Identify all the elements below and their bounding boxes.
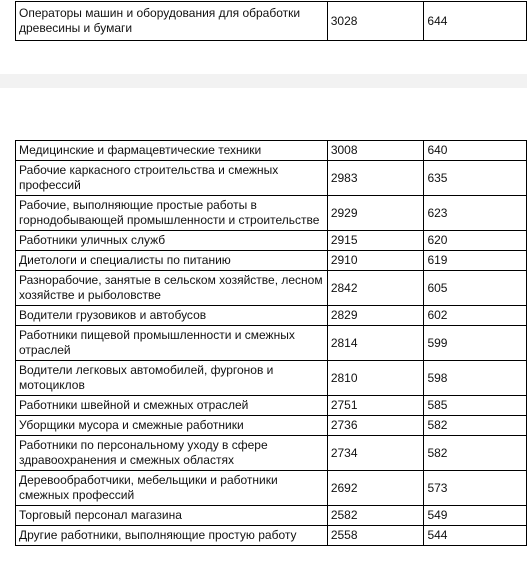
value-cell-1: 2915 [327,231,424,251]
table-row [16,251,527,271]
value-cell-1: 2734 [327,436,424,471]
value-cell-2: 619 [424,251,527,271]
table-row [16,196,527,231]
value-cell-2: 620 [424,231,527,251]
occupation-cell: Диетологи и специалисты по питанию [16,251,328,271]
page-sheet-top [0,0,527,74]
value-cell-1: 2810 [327,361,424,396]
value-cell-2: 602 [424,306,527,326]
value-cell-1: 2983 [327,161,424,196]
value-cell-1: 3008 [327,141,424,161]
value-cell-2: 573 [424,471,527,506]
value-cell-2: 623 [424,196,527,231]
table-row [16,271,527,306]
table-row [16,526,527,546]
value-cell-1: 2910 [327,251,424,271]
table-row [16,436,527,471]
occupation-cell: Рабочие каркасного строительства и смежных профессий [16,161,328,196]
occupation-cell: Медицинские и фармацевтические техники [16,141,328,161]
table-row [16,471,527,506]
occupation-cell: Торговый персонал магазина [16,506,328,526]
occupation-cell: Рабочие, выполняющие простые работы в горнодобывающей промышленности и строительстве [16,196,328,231]
value-cell-1: 2736 [327,416,424,436]
value-cell-1: 2829 [327,306,424,326]
table-row [16,2,527,41]
value-cell-2: 582 [424,416,527,436]
occupation-cell: Уборщики мусора и смежные работники [16,416,328,436]
value-cell-2: 640 [424,141,527,161]
table-row [16,416,527,436]
value-cell-1: 2692 [327,471,424,506]
value-cell-2: 644 [424,2,527,41]
occupation-cell: Операторы машин и оборудования для обработки древесины и бумаги [16,2,328,41]
value-cell-1: 2558 [327,526,424,546]
occupation-cell: Другие работники, выполняющие простую работу [16,526,328,546]
table-row [16,231,527,251]
value-cell-1: 3028 [327,2,424,41]
table-row [16,506,527,526]
value-cell-2: 635 [424,161,527,196]
value-cell-2: 585 [424,396,527,416]
value-cell-1: 2929 [327,196,424,231]
occupation-cell: Водители грузовиков и автобусов [16,306,328,326]
value-cell-1: 2582 [327,506,424,526]
table-row [16,306,527,326]
occupation-cell: Работники уличных служб [16,231,328,251]
occupation-cell: Деревообработчики, мебельщики и работники смежных профессий [16,471,328,506]
value-cell-2: 598 [424,361,527,396]
occupation-cell: Разнорабочие, занятые в сельском хозяйстве, лесном хозяйстве и рыболовстве [16,271,328,306]
occupation-cell: Работники швейной и смежных отраслей [16,396,328,416]
salary-table-main [15,140,527,546]
table-row [16,161,527,196]
value-cell-2: 605 [424,271,527,306]
salary-table-top [15,1,527,41]
table-row [16,141,527,161]
occupation-cell: Водители легковых автомобилей, фургонов и мотоциклов [16,361,328,396]
value-cell-2: 549 [424,506,527,526]
occupation-cell: Работники пищевой промышленности и смежных отраслей [16,326,328,361]
value-cell-1: 2751 [327,396,424,416]
page-break-gap [0,74,527,88]
occupation-cell: Работники по персональному уходу в сфере здравоохранения и смежных областях [16,436,328,471]
value-cell-2: 582 [424,436,527,471]
value-cell-1: 2814 [327,326,424,361]
table-row [16,361,527,396]
value-cell-2: 599 [424,326,527,361]
table-row [16,326,527,361]
value-cell-2: 544 [424,526,527,546]
value-cell-1: 2842 [327,271,424,306]
table-row [16,396,527,416]
